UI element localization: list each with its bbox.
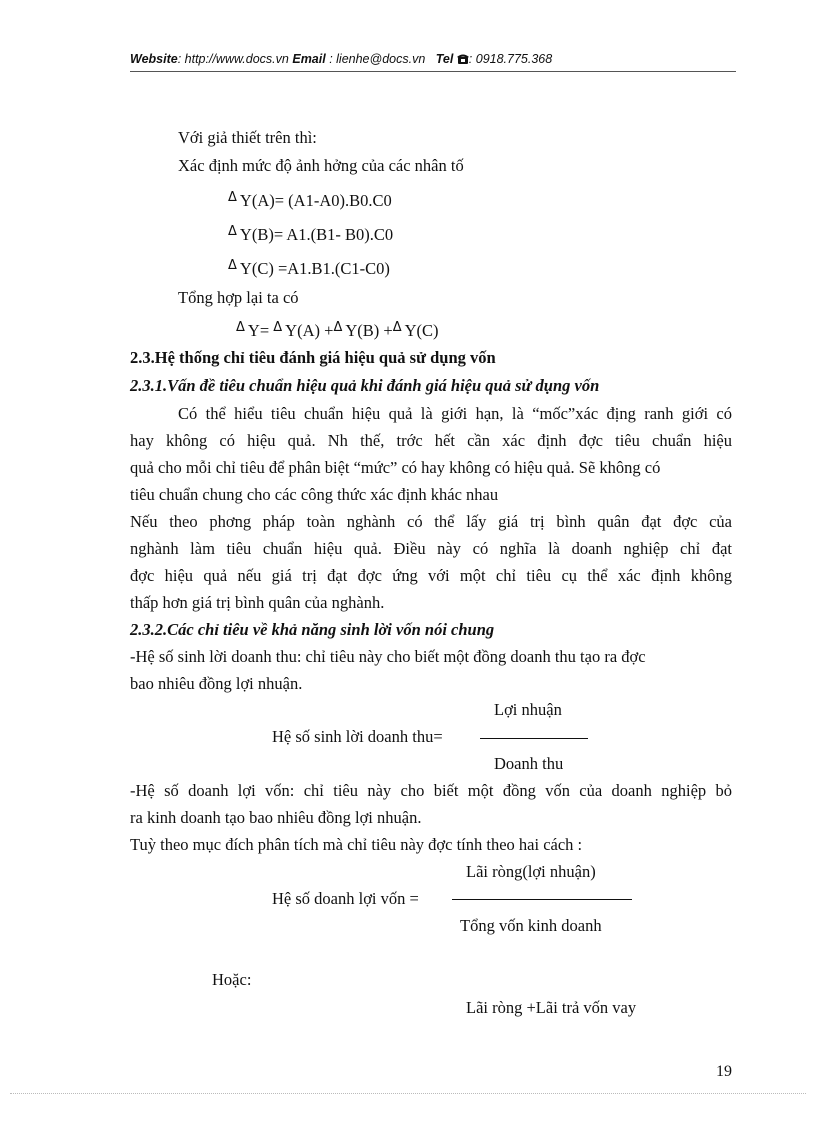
formula-text: Y(C) =A1.B1.(C1-C0): [239, 259, 390, 278]
delta-symbol: Δ: [236, 320, 245, 335]
subsection-heading-2-3-1: 2.3.1.Vấn đề tiêu chuẩn hiệu quả khi đánh giá hiệu quả sử dụng vốn: [130, 376, 600, 395]
paragraph-line: nghành làm tiêu chuẩn hiệu quả. Điều này có nghĩa là doanh nghiệp chỉ đạt: [130, 539, 732, 558]
paragraph-line: hay không có hiệu quả. Nh thế, trớc hết cần xác định đợc tiêu chuẩn hiệu: [130, 431, 732, 450]
text-line: Hoặc:: [212, 970, 252, 989]
paragraph-line: ra kinh doanh tạo bao nhiêu đồng lợi nhuận.: [130, 808, 422, 827]
formula-text: Y(A)= (A1-A0).B0.C0: [239, 191, 392, 210]
telephone-icon: [457, 53, 469, 67]
tel-label: Tel: [435, 52, 454, 66]
page-header: [130, 52, 735, 67]
page-number: 19: [716, 1063, 732, 1080]
paragraph-line: -Hệ số sinh lời doanh thu: chỉ tiêu này cho biết một đồng doanh thu tạo ra đợc: [130, 647, 646, 666]
formula-text: Y(C): [404, 321, 439, 340]
website-label: Website: [130, 52, 178, 66]
text-line: Tổng hợp lại ta có: [178, 288, 299, 307]
section-heading-2-3: 2.3.Hệ thống chỉ tiêu đánh giá hiệu quả sử dụng vốn: [130, 348, 496, 367]
paragraph-line: quả cho mỗi chỉ tiêu để phân biệt “mức” có hay không có hiệu quả. Sẽ không có: [130, 458, 661, 477]
fraction-numerator: Lãi ròng(lợi nhuận): [466, 862, 596, 881]
formula-delta-c: [228, 256, 390, 279]
footer-divider: [10, 1093, 806, 1094]
fraction-label: Hệ số doanh lợi vốn =: [272, 889, 419, 908]
text-line: Với giả thiết trên thì:: [178, 128, 317, 147]
delta-symbol: Δ: [228, 190, 237, 205]
formula-text: Y=: [247, 321, 274, 340]
paragraph-line: Nếu theo phơng pháp toàn nghành có thể lấy giá trị bình quân đạt đợc của: [130, 512, 732, 531]
paragraph-line: -Hệ số doanh lợi vốn: chỉ tiêu này cho biết một đồng vốn của doanh nghiệp bỏ: [130, 781, 732, 800]
fraction-numerator: Lợi nhuận: [494, 700, 562, 719]
delta-symbol: Δ: [228, 258, 237, 273]
text-line: Xác định mức độ ảnh hởng của các nhân tố: [178, 156, 464, 175]
fraction-denominator: Doanh thu: [494, 754, 564, 773]
delta-symbol: Δ: [392, 320, 402, 335]
paragraph-line: Có thể hiểu tiêu chuẩn hiệu quả là giới hạn, là “mốc”xác địng ranh giới có: [178, 404, 732, 423]
paragraph-line: Tuỳ theo mục đích phân tích mà chỉ tiêu này đợc tính theo hai cách :: [130, 835, 583, 854]
formula-delta-a: [228, 188, 392, 211]
fraction-denominator: Tổng vốn kinh doanh: [460, 916, 602, 935]
formula-text: Y(B)= A1.(B1- B0).C0: [239, 225, 394, 244]
paragraph-line: đợc hiệu quả nếu giá trị đạt đợc ứng với một chỉ tiêu cụ thể xác định không: [130, 566, 732, 585]
formula-text: Y(B) +: [345, 321, 393, 340]
delta-symbol: Δ: [273, 320, 283, 335]
fraction-bar: [480, 738, 588, 739]
fraction-bar: [452, 899, 632, 900]
paragraph-line: tiêu chuẩn chung cho các công thức xác định khác nhau: [130, 485, 499, 504]
delta-symbol: Δ: [228, 224, 237, 239]
paragraph-line: bao nhiêu đồng lợi nhuận.: [130, 674, 303, 693]
fraction-label: Hệ số sinh lời doanh thu=: [272, 727, 443, 746]
subsection-heading-2-3-2: 2.3.2.Các chỉ tiêu về khả năng sinh lời vốn nói chung: [130, 620, 495, 639]
delta-symbol: Δ: [333, 320, 343, 335]
website-url[interactable]: : http://www.docs.vn: [177, 52, 289, 66]
formula-sum: [236, 318, 439, 341]
header-divider: [130, 71, 736, 72]
paragraph-line: thấp hơn giá trị bình quân của nghành.: [130, 593, 385, 612]
formula-text: Y(A) +: [285, 321, 334, 340]
formula-delta-b: [228, 222, 393, 245]
fraction-numerator: Lãi ròng +Lãi trả vốn vay: [466, 998, 637, 1017]
tel-number: : 0918.775.368: [468, 52, 553, 66]
email-address[interactable]: : lienhe@docs.vn: [325, 52, 426, 66]
email-label: Email: [292, 52, 326, 66]
